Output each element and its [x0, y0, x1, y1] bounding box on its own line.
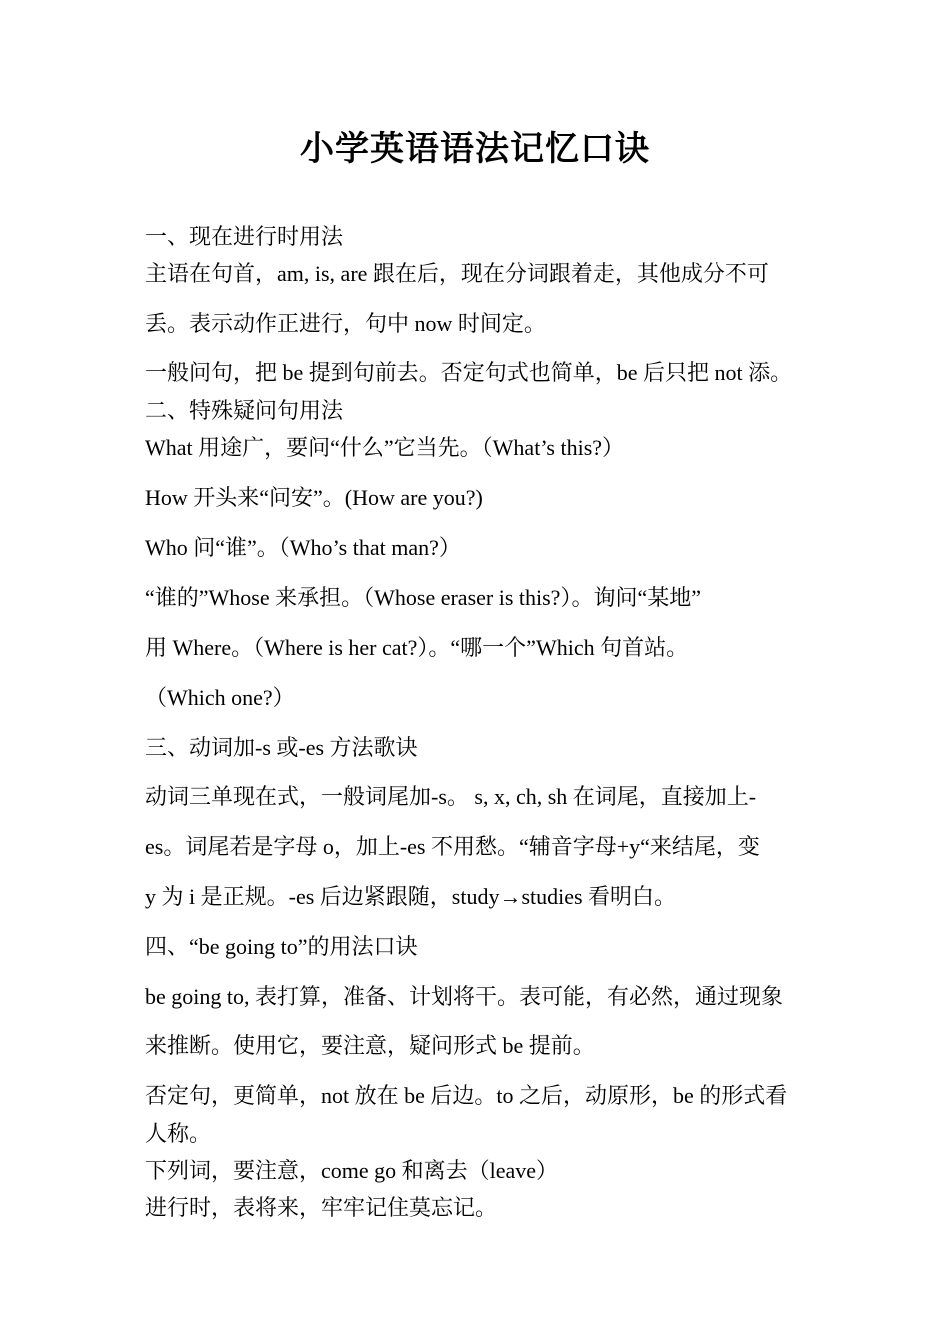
paragraph-line: y 为 i 是正规。-es 后边紧跟随，study→studies 看明白。	[145, 884, 677, 909]
paragraph-line: 下列词，要注意，come go 和离去（leave）	[145, 1158, 559, 1183]
paragraph-line: be going to, 表打算，准备、计划将干。表可能，有必然，通过现象	[145, 984, 783, 1009]
paragraph-line: 否定句，更简单，not 放在 be 后边。to 之后，动原形，be 的形式看	[145, 1083, 788, 1108]
paragraph-line: 一般问句，把 be 提到句前去。否定句式也简单，be 后只把 not 添。	[145, 360, 793, 385]
paragraph-line: Who 问“谁”。（Who’s that man?）	[145, 535, 461, 560]
paragraph-line: es。词尾若是字母 o，加上-es 不用愁。“辅音字母+y“来结尾，变	[145, 834, 760, 859]
paragraph-line: 用 Where。（Where is her cat?）。“哪一个”Which 句首站。	[145, 635, 689, 660]
paragraph-line: “谁的”Whose 来承担。（Whose eraser is this?）。询问“某地”	[145, 585, 701, 610]
section-heading-1: 一、现在进行时用法	[145, 224, 344, 249]
paragraph-line: 主语在句首，am, is, are 跟在后，现在分词跟着走，其他成分不可	[145, 261, 769, 286]
paragraph-line: （Which one?）	[145, 685, 295, 710]
document-title: 小学英语语法记忆口诀	[300, 131, 650, 168]
section-heading-4: 四、“be going to”的用法口诀	[145, 934, 418, 959]
paragraph-line: What 用途广，要问“什么”它当先。（What’s this?）	[145, 435, 625, 460]
paragraph-line: 人称。	[145, 1121, 212, 1146]
paragraph-line: 丢。表示动作正进行，句中 now 时间定。	[145, 311, 546, 336]
paragraph-line: How 开头来“问安”。(How are you?)	[145, 485, 483, 510]
paragraph-line: 进行时，表将来，牢牢记住莫忘记。	[145, 1195, 498, 1220]
paragraph-line: 动词三单现在式，一般词尾加-s。 s, x, ch, sh 在词尾，直接加上-	[145, 784, 757, 809]
paragraph-line: 来推断。使用它，要注意，疑问形式 be 提前。	[145, 1033, 595, 1058]
section-heading-3: 三、动词加-s 或-es 方法歌诀	[145, 735, 418, 760]
section-heading-2: 二、特殊疑问句用法	[145, 398, 344, 423]
